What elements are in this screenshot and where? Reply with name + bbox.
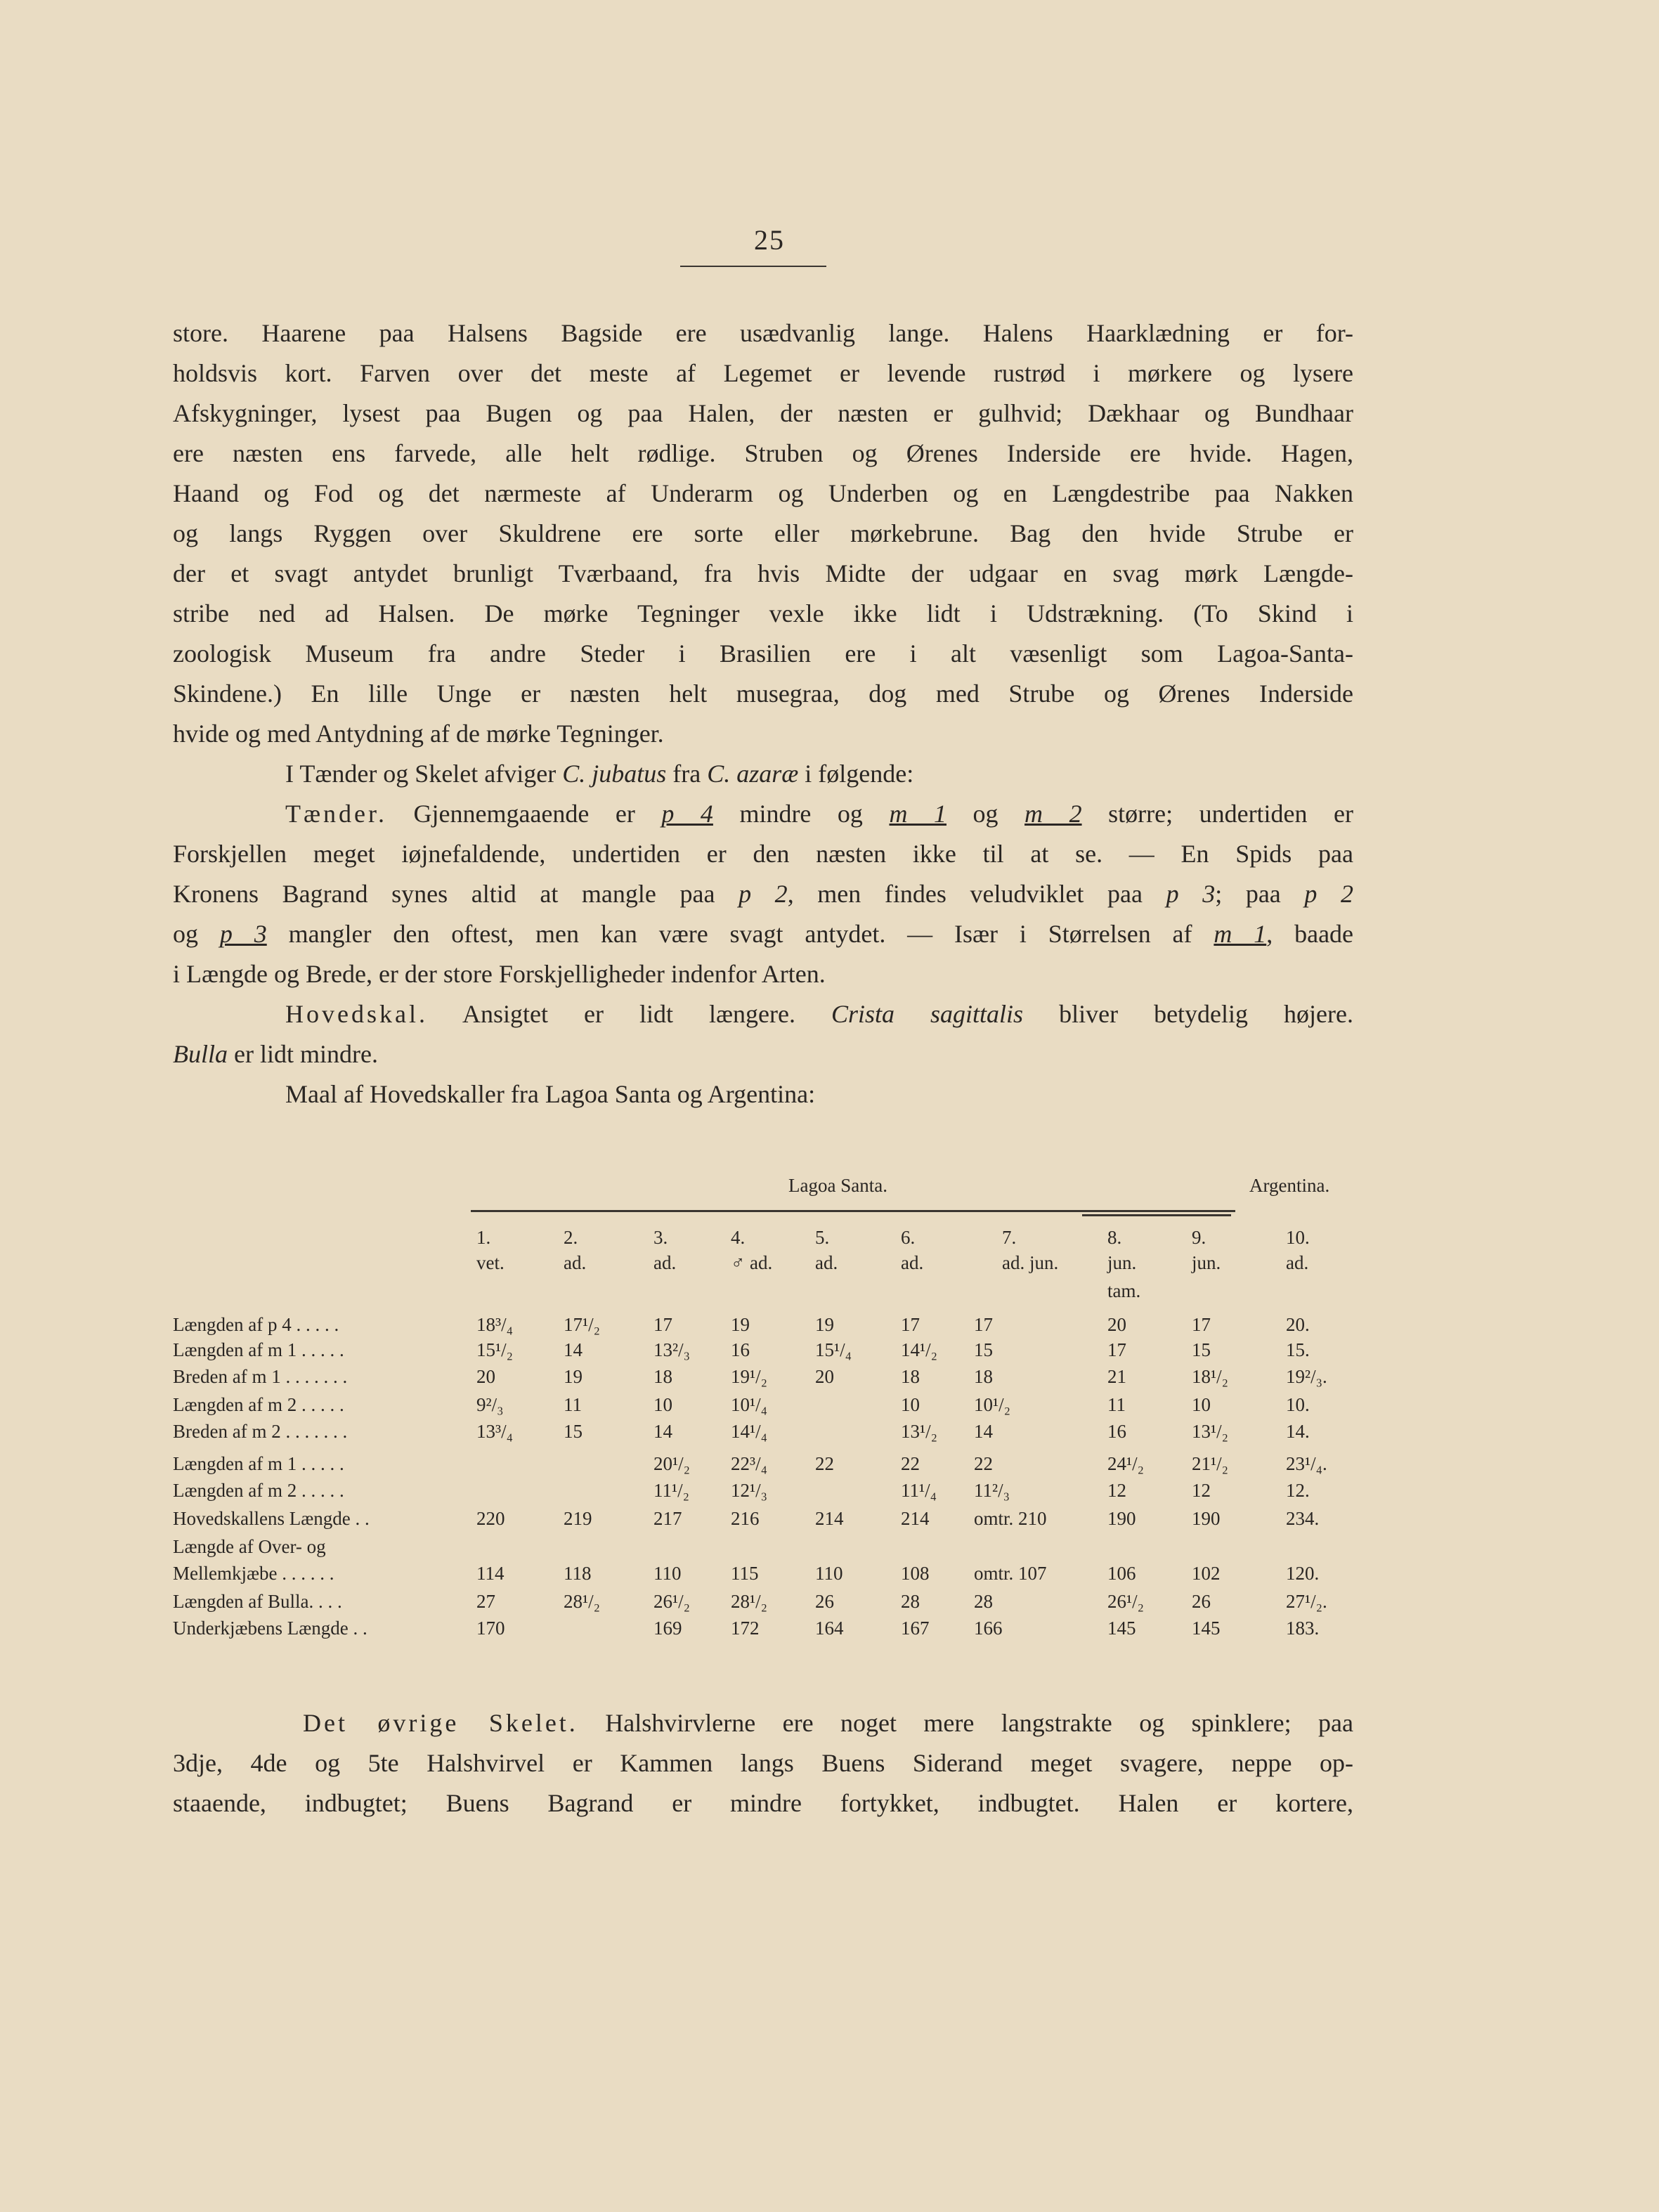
table-cell: 120. (1286, 1563, 1320, 1584)
table-cell: 114 (476, 1563, 505, 1584)
table-cell: 12 (1107, 1480, 1126, 1501)
table-cell: 10¹/₄ (731, 1394, 768, 1415)
table-cell: 110 (815, 1563, 843, 1584)
column-subheader: ad. jun. (1002, 1252, 1059, 1273)
text-line: zoologisk Museum fra andre Steder i Brasilien ere i alt væsenligt som Lagoa-Santa- (173, 639, 1353, 668)
table-cell: 170 (476, 1618, 505, 1639)
row-label: Længde af Over- og (173, 1536, 326, 1557)
skull-line: Hovedskal. Ansigtet er lidt længere. Crista sagittalis bliver betydelig højere. (285, 1000, 1354, 1028)
table-cell: 15 (1192, 1339, 1211, 1360)
row-label: Hovedskallens Længde . . (173, 1508, 370, 1529)
row-label: Mellemkjæbe . . . . . . (173, 1563, 334, 1584)
table-cell: 15¹/₄ (815, 1339, 852, 1360)
table-cell: 13¹/₂ (1192, 1421, 1229, 1442)
column-subheader: ♂ ad. (731, 1252, 773, 1273)
table-cell: 14 (564, 1339, 583, 1360)
column-number: 8. (1107, 1227, 1122, 1248)
row-label: Længden af m 1 . . . . . (173, 1339, 344, 1360)
table-cell: 14 (653, 1421, 672, 1442)
table-cell: 11¹/₄ (901, 1480, 937, 1501)
table-cell: 14¹/₄ (731, 1421, 768, 1442)
table-cell: 18¹/₂ (1192, 1366, 1229, 1387)
row-label: Længden af Bulla. . . . (173, 1591, 342, 1612)
table-cell: 115 (731, 1563, 759, 1584)
row-label: Længden af m 2 . . . . . (173, 1394, 344, 1415)
table-cell: 17 (653, 1314, 672, 1335)
table-cell: 21¹/₂ (1192, 1453, 1229, 1474)
table-cell: 216 (731, 1508, 760, 1529)
table-cell: 217 (653, 1508, 682, 1529)
column-subheader: ad. (1286, 1252, 1309, 1273)
table-cell: 190 (1192, 1508, 1221, 1529)
table-cell: 145 (1192, 1618, 1221, 1639)
teeth-line: og p 3 mangler den oftest, men kan være svagt antydet. — Især i Størrelsen af m 1, baade (173, 920, 1354, 948)
column-subheader: ad. (815, 1252, 838, 1273)
row-label: Breden af m 1 . . . . . . . (173, 1366, 348, 1387)
table-cell: 18 (653, 1366, 672, 1387)
table-cell: 23¹/₄. (1286, 1453, 1327, 1474)
column-subheader: jun. (1107, 1252, 1137, 1273)
column-number: 2. (564, 1227, 578, 1248)
table-cell: 19 (815, 1314, 834, 1335)
column-subheader: ad. (901, 1252, 924, 1273)
table-cell: 17 (1107, 1339, 1126, 1360)
row-label: Underkjæbens Længde . . (173, 1618, 367, 1639)
table-cell: 220 (476, 1508, 505, 1529)
column-number: 5. (815, 1227, 830, 1248)
group-bracket-lagoa (471, 1210, 1235, 1212)
table-cell: 28 (901, 1591, 920, 1612)
table-cell: 22 (901, 1453, 920, 1474)
table-cell: 13²/₃ (653, 1339, 691, 1360)
teeth-line: Tænder. Gjennemgaaende er p 4 mindre og m 1 og m 2 større; undertiden er (285, 800, 1354, 828)
table-cell: 190 (1107, 1508, 1136, 1529)
table-cell: 16 (1107, 1421, 1126, 1442)
column-number: 3. (653, 1227, 668, 1248)
column-subheader: vet. (476, 1252, 505, 1273)
text-line: og langs Ryggen over Skuldrene ere sorte eller mørkebrune. Bag den hvide Strube er (173, 519, 1353, 547)
table-cell: 10 (653, 1394, 672, 1415)
table-cell: 17 (1192, 1314, 1211, 1335)
table-cell: 19²/₃. (1286, 1366, 1327, 1387)
table-cell: 11²/₃ (974, 1480, 1010, 1501)
table-cell: 19 (564, 1366, 583, 1387)
table-cell: 13¹/₂ (901, 1421, 938, 1442)
table-cell: 234. (1286, 1508, 1320, 1529)
column-subheader-2: tam. (1107, 1280, 1141, 1301)
table-cell: 169 (653, 1618, 682, 1639)
table-cell: 11¹/₂ (653, 1480, 690, 1501)
table-cell: 14¹/₂ (901, 1339, 938, 1360)
closing-line: Det øvrige Skelet. Halshvirvlerne ere noget mere langstrakte og spinklere; paa (303, 1709, 1353, 1737)
table-cell: 24¹/₂ (1107, 1453, 1145, 1474)
table-cell: 172 (731, 1618, 760, 1639)
row-label: Længden af m 2 . . . . . (173, 1480, 344, 1501)
table-cell: 164 (815, 1618, 844, 1639)
column-number: 4. (731, 1227, 746, 1248)
text-line: der et svagt antydet brunligt Tværbaand, fra hvis Midte der udgaar en svag mørk Længde- (173, 559, 1353, 587)
closing-line: staaende, indbugtet; Buens Bagrand er mindre fortykket, indbugtet. Halen er kortere, (173, 1789, 1353, 1817)
table-cell: 214 (815, 1508, 844, 1529)
table-cell: 10 (901, 1394, 920, 1415)
table-cell: 183. (1286, 1618, 1320, 1639)
table-cell: 20. (1286, 1314, 1310, 1335)
table-cell: 16 (731, 1339, 750, 1360)
table-intro: Maal af Hovedskaller fra Lagoa Santa og Argentina: (285, 1080, 816, 1108)
table-cell: 26 (815, 1591, 834, 1612)
table-cell: 18³/₄ (476, 1314, 514, 1335)
page-number-rule (680, 266, 826, 267)
table-cell: 22³/₄ (731, 1453, 768, 1474)
column-number: 7. (1002, 1227, 1017, 1248)
table-cell: 102 (1192, 1563, 1221, 1584)
text-line: store. Haarene paa Halsens Bagside ere usædvanlig lange. Halens Haarklædning er for- (173, 319, 1353, 347)
text-line: hvide og med Antydning af de mørke Tegninger. (173, 720, 664, 748)
page-number: 25 (754, 224, 785, 256)
column-number: 1. (476, 1227, 491, 1248)
table-cell: 12 (1192, 1480, 1211, 1501)
table-cell: 10 (1192, 1394, 1211, 1415)
table-cell: 15. (1286, 1339, 1310, 1360)
table-cell: 19¹/₂ (731, 1366, 768, 1387)
table-cell: omtr. 107 (974, 1563, 1047, 1584)
table-cell: 22 (815, 1453, 834, 1474)
teeth-line: Forskjellen meget iøjnefaldende, undertiden er den næsten ikke til at se. — En Spids paa (173, 840, 1353, 868)
column-subheader: ad. (653, 1252, 677, 1273)
text-line: stribe ned ad Halsen. De mørke Tegninger vexle ikke lidt i Udstrækning. (To Skind i (173, 599, 1353, 627)
teeth-line: Kronens Bagrand synes altid at mangle paa p 2, men findes veludviklet paa p 3; paa p 2 (173, 880, 1354, 908)
table-cell: 12. (1286, 1480, 1310, 1501)
row-label: Breden af m 2 . . . . . . . (173, 1421, 348, 1442)
row-label: Længden af m 1 . . . . . (173, 1453, 344, 1474)
table-cell: 145 (1107, 1618, 1136, 1639)
column-number: 10. (1286, 1227, 1310, 1248)
group-bracket-lagoa-tail (1082, 1214, 1231, 1216)
text-line: Afskygninger, lysest paa Bugen og paa Halen, der næsten er gulhvid; Dækhaar og Bundhaar (173, 399, 1353, 427)
table-cell: 20 (815, 1366, 834, 1387)
table-cell: 14. (1286, 1421, 1310, 1442)
text-line: holdsvis kort. Farven over det meste af Legemet er levende rustrød i mørkere og lysere (173, 359, 1353, 387)
table-cell: 10. (1286, 1394, 1310, 1415)
table-cell: 18 (901, 1366, 920, 1387)
table-cell: 19 (731, 1314, 750, 1335)
table-cell: 28 (974, 1591, 993, 1612)
row-label: Længden af p 4 . . . . . (173, 1314, 339, 1335)
table-cell: 26¹/₂ (653, 1591, 691, 1612)
table-cell: 11 (564, 1394, 582, 1415)
teeth-intro: I Tænder og Skelet afviger C. jubatus fra C. azaræ i følgende: (285, 760, 914, 788)
table-cell: 27¹/₂. (1286, 1591, 1327, 1612)
table-cell: 13³/₄ (476, 1421, 514, 1442)
table-cell: 11 (1107, 1394, 1126, 1415)
table-cell: 20 (1107, 1314, 1126, 1335)
table-cell: 28¹/₂ (731, 1591, 768, 1612)
table-cell: 17 (901, 1314, 920, 1335)
table-cell: 15 (974, 1339, 993, 1360)
table-cell: 106 (1107, 1563, 1136, 1584)
table-cell: 15¹/₂ (476, 1339, 514, 1360)
table-cell: 14 (974, 1421, 993, 1442)
table-cell: 26¹/₂ (1107, 1591, 1145, 1612)
table-cell: 9²/₃ (476, 1394, 504, 1415)
table-cell: 108 (901, 1563, 930, 1584)
table-cell: omtr. 210 (974, 1508, 1047, 1529)
table-cell: 21 (1107, 1366, 1126, 1387)
table-cell: 219 (564, 1508, 592, 1529)
text-line: Skindene.) En lille Unge er næsten helt musegraa, dog med Strube og Ørenes Inderside (173, 679, 1353, 708)
group-header-lagoa: Lagoa Santa. (788, 1175, 887, 1196)
table-cell: 20¹/₂ (653, 1453, 691, 1474)
table-cell: 26 (1192, 1591, 1211, 1612)
table-cell: 17 (974, 1314, 993, 1335)
group-header-argentina: Argentina. (1249, 1175, 1330, 1196)
table-cell: 10¹/₂ (974, 1394, 1011, 1415)
table-cell: 17¹/₂ (564, 1314, 601, 1335)
teeth-line: i Længde og Brede, er der store Forskjelligheder indenfor Arten. (173, 960, 826, 988)
table-cell: 18 (974, 1366, 993, 1387)
table-cell: 28¹/₂ (564, 1591, 601, 1612)
column-number: 9. (1192, 1227, 1206, 1248)
text-line: ere næsten ens farvede, alle helt rødlige. Struben og Ørenes Inderside ere hvide. Hagen, (173, 439, 1353, 467)
table-cell: 27 (476, 1591, 495, 1612)
column-subheader: jun. (1192, 1252, 1221, 1273)
table-cell: 20 (476, 1366, 495, 1387)
column-number: 6. (901, 1227, 916, 1248)
column-subheader: ad. (564, 1252, 587, 1273)
text-line: Haand og Fod og det nærmeste af Underarm og Underben og en Længdestribe paa Nakken (173, 479, 1353, 507)
table-cell: 110 (653, 1563, 682, 1584)
table-cell: 214 (901, 1508, 930, 1529)
closing-line: 3dje, 4de og 5te Halshvirvel er Kammen langs Buens Siderand meget svagere, neppe op- (173, 1749, 1353, 1777)
table-cell: 118 (564, 1563, 592, 1584)
table-cell: 12¹/₃ (731, 1480, 768, 1501)
table-cell: 166 (974, 1618, 1003, 1639)
skull-line: Bulla er lidt mindre. (173, 1040, 378, 1068)
table-cell: 167 (901, 1618, 930, 1639)
table-cell: 15 (564, 1421, 583, 1442)
table-cell: 22 (974, 1453, 993, 1474)
